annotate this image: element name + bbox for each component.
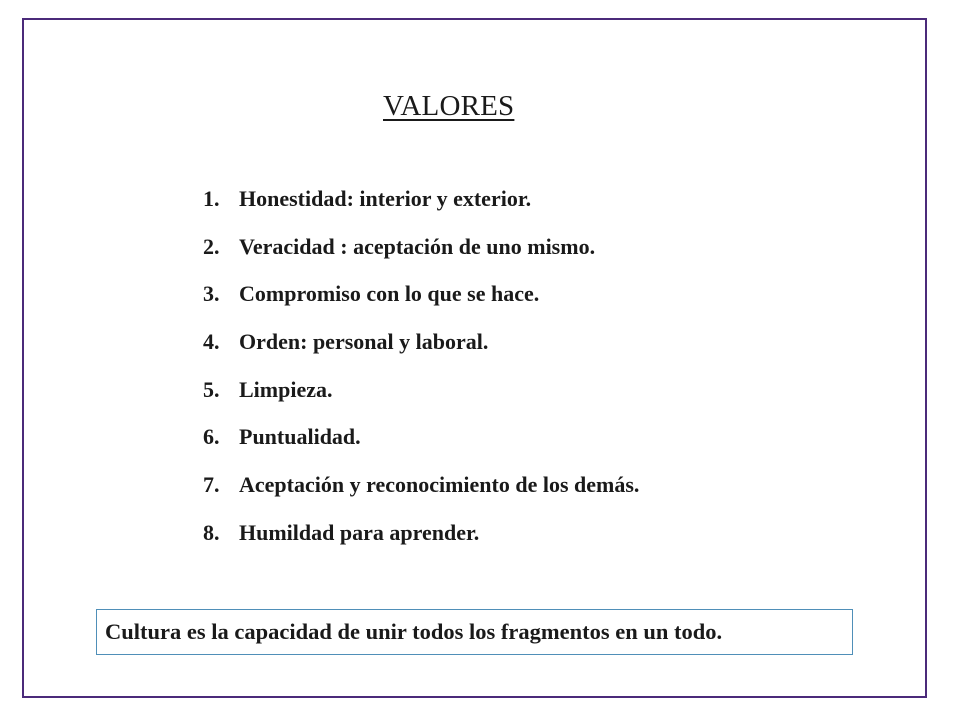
quote-box [96,609,853,655]
quote-text: Cultura es la capacidad de unir todos los fragmentos en un todo. [105,619,723,644]
list-item [203,373,639,421]
list-item-text: Compromiso con lo que se hace. [239,281,540,307]
list-item [203,230,639,278]
list-item [203,420,639,468]
list-item-text: Veracidad : aceptación de uno mismo. [239,233,596,259]
list-item-number: 3. [203,281,220,307]
list-item-text: Honestidad: interior y exterior. [239,186,532,211]
list-item-text: Aceptación y reconocimiento de los demás. [239,472,640,498]
list-item-number: 6. [203,424,220,450]
values-list [203,182,639,564]
list-item-text: Puntualidad. [239,424,361,450]
list-item-text: Humildad para aprender. [239,519,480,545]
list-item-text: Limpieza. [239,376,333,402]
list-item-number: 2. [203,233,220,259]
list-item [203,468,639,516]
list-item-number: 5. [203,376,220,402]
list-item-number: 1. [203,186,220,211]
list-item [203,182,639,230]
list-item-number: 8. [203,519,220,545]
list-item [203,277,639,325]
list-item-number: 4. [203,329,220,355]
list-item [203,325,639,373]
list-item-text: Orden: personal y laboral. [239,329,489,355]
list-item-number: 7. [203,472,220,498]
slide-title: VALORES [383,90,515,122]
list-item [203,516,639,564]
